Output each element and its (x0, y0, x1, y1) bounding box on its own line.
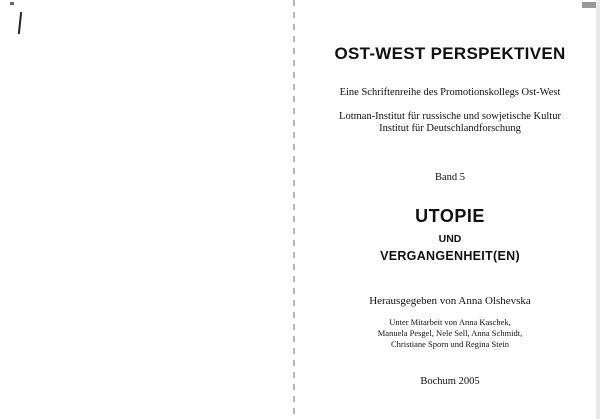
page-edge (596, 0, 600, 419)
collaborators-line-1: Unter Mitarbeit von Anna Kaschek, (389, 317, 511, 327)
collaborators-line-2: Manuela Pesgel, Nele Sell, Anna Schmidt, (377, 328, 523, 338)
book-gutter (293, 0, 295, 419)
series-title: OST-WEST PERSPEKTIVEN (334, 44, 566, 63)
book-title-und: UND (438, 233, 462, 245)
editor-line: Herausgegeben von Anna Olshevska (369, 295, 531, 307)
place-year: Bochum 2005 (420, 376, 480, 387)
series-subtitle: Eine Schriftenreihe des Promotionskollegs Ost-West (339, 87, 561, 98)
book-title-main: UTOPIE (415, 206, 485, 226)
scan-speck (10, 2, 14, 5)
institute-line-2: Institut für Deutschlandforschung (379, 123, 521, 134)
book-title-vergangenheit: VERGANGENHEIT(EN) (380, 249, 520, 263)
institute-line-1: Lotman-Institut für russische und sowjetische Kultur (339, 111, 561, 122)
scan-edge-mark (582, 2, 596, 8)
collaborators-line-3: Christiane Sporn und Regina Stein (390, 339, 510, 349)
pencil-mark (18, 12, 22, 34)
volume-number: Band 5 (434, 172, 466, 183)
